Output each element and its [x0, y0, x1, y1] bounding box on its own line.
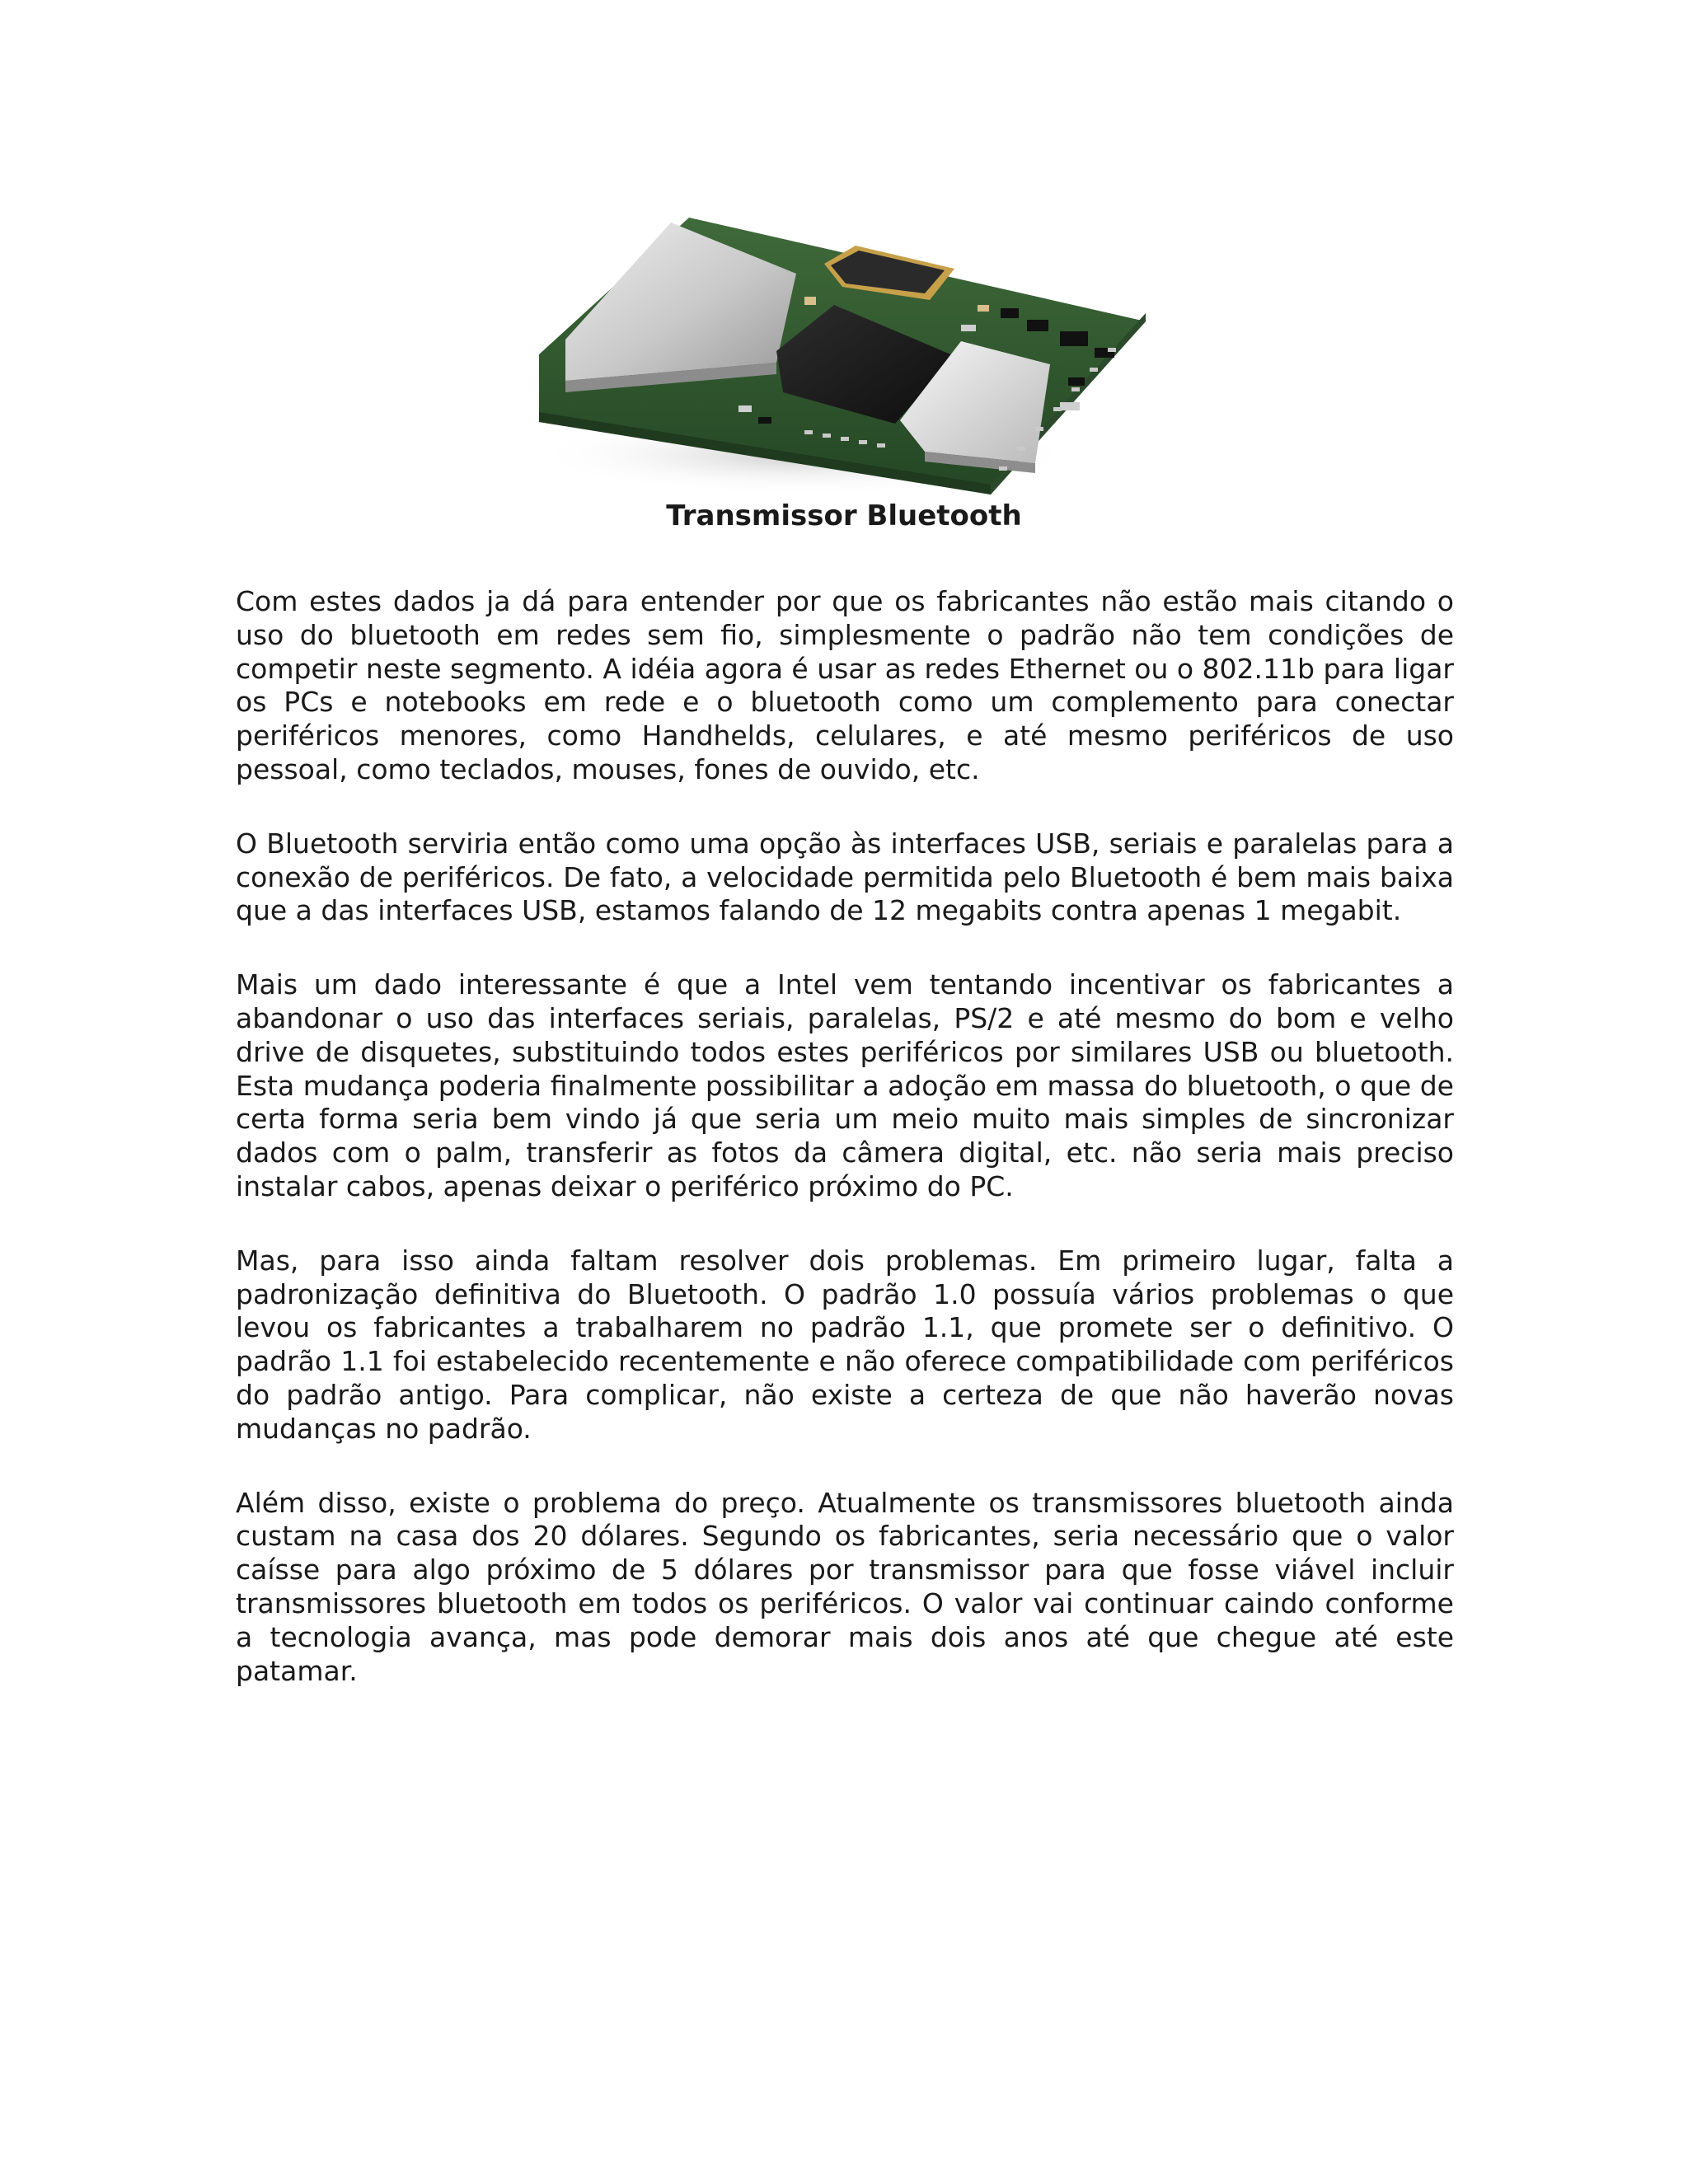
- paragraph: O Bluetooth serviria então como uma opção às interfaces USB, seriais e paralelas para a conexão de periféricos. De fato, a velocidade permitida pelo Bluetooth é bem mais baixa que a das interfaces USB, estamos falando de 12 megabits contra apenas 1 megabit.: [236, 827, 1454, 927]
- paragraph: Mais um dado interessante é que a Intel vem tentando incentivar os fabricantes a abandonar o uso das interfaces seriais, paralelas, PS/2 e até mesmo do bom e velho drive de disquetes, substituindo todos estes periféricos por similares USB ou bluetooth. Esta mudança poderia finalmente possibilitar a adoção em massa do bluetooth, o que de certa forma seria bem vindo já que seria um meio muito mais simples de sincronizar dados com o palm, transferir as fotos da câmera digital, etc. não seria mais preciso instalar cabos, apenas deixar o periférico próximo do PC.: [236, 968, 1454, 1202]
- paragraph: Mas, para isso ainda faltam resolver dois problemas. Em primeiro lugar, falta a padronização definitiva do Bluetooth. O padrão 1.0 possuía vários problemas o que levou os fabricantes a trabalharem no padrão 1.1, que promete ser o definitivo. O padrão 1.1 foi estabelecido recentemente e não oferece compatibilidade com periféricos do padrão antigo. Para complicar, não existe a certeza de que não haverão novas mudanças no padrão.: [236, 1244, 1454, 1445]
- paragraph: Além disso, existe o problema do preço. Atualmente os transmissores bluetooth ainda custam na casa dos 20 dólares. Segundo os fabricantes, seria necessário que o valor caísse para algo próximo de 5 dólares por transmissor para que fosse viável incluir transmissores bluetooth em todos os periféricos. O valor vai continuar caindo conforme a tecnologia avança, mas pode demorar mais dois anos até que chegue até este patamar.: [236, 1486, 1454, 1687]
- article-body: [236, 585, 1454, 1728]
- bluetooth-module-image: [532, 216, 1156, 499]
- figure-caption: Transmissor Bluetooth: [666, 499, 1022, 532]
- paragraph: Com estes dados ja dá para entender por que os fabricantes não estão mais citando o uso do bluetooth em redes sem fio, simplesmente o padrão não tem condições de competir neste segmento. A idéia agora é usar as redes Ethernet ou o 802.11b para ligar os PCs e notebooks em rede e o bluetooth como um complemento para conectar periféricos menores, como Handhelds, celulares, e até mesmo periféricos de uso pessoal, como teclados, mouses, fones de ouvido, etc.: [236, 585, 1454, 785]
